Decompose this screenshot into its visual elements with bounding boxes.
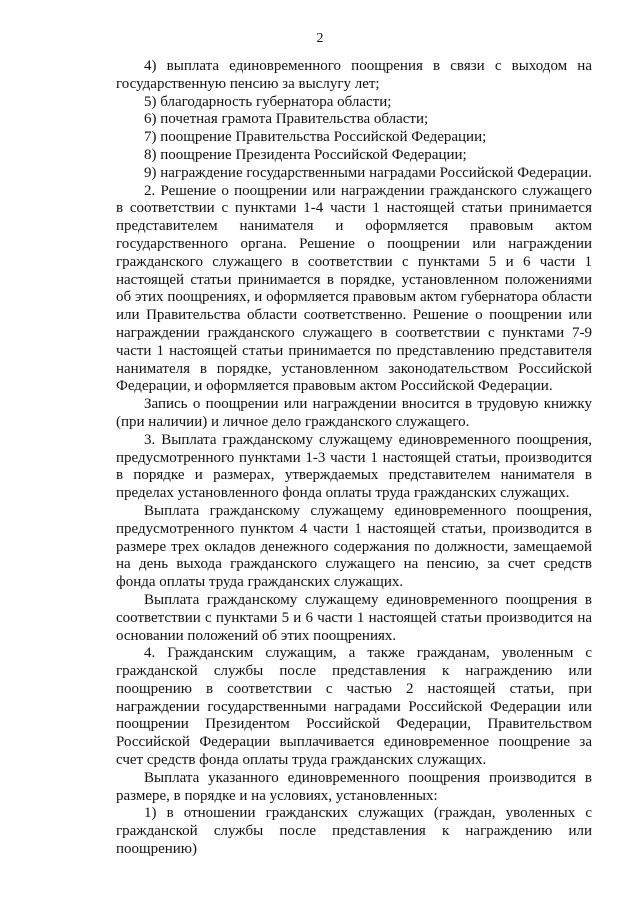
paragraph: 9) награждение государственными наградами Российской Федерации. [144,164,592,181]
paragraph: Выплата гражданскому служащему единовременного поощрения в соответствии с пунктами 5 и 6 части 1 настоящей статьи производится на основании положений об этих поощрениях. [116,591,592,644]
paragraph: 7) поощрение Правительства Российской Федерации; [144,129,487,146]
paragraph: 4. Гражданским служащим, а также гражданам, уволенным с гражданской службы после представления к награждению или поощрению в соответствии с частью 2 настоящей статьи, при награждении государственными наградами Российской Федерации или поощрении Президентом Российской Федерации, Правительством Российской Федерации выплачивается единовременное поощрение за счет средств фонда оплаты труда гражданских служащих. [116,645,592,769]
paragraph: 2. Решение о поощрении или награждении гражданского служащего в соответствии с пунктами 1-4 части 1 настоящей статьи принимается представителем нанимателя и оформляется правовым актом государственного органа. Решение о поощрении или награждении гражданского служащего в соответствии с пунктами 5 и 6 части 1 настоящей статьи принимается в порядке, установленном положениями об этих поощрениях, и оформляется правовым актом губернатора области или Правительства области соответственно. Решение о поощрении или награждении гражданского служащего в соответствии с пунктами 7-9 части 1 настоящей статьи принимается по представлению представителя нанимателя в порядке, установленном законодательством Российской Федерации, и оформляется правовым актом Российской Федерации. [116,182,592,395]
paragraph: 3. Выплата гражданскому служащему единовременного поощрения, предусмотренного пунктами 1-3 части 1 настоящей статьи, производится в порядке и размерах, утверждаемых представителем нанимателя в пределах установленного фонда оплаты труда гражданских служащих. [116,431,592,502]
paragraph: 5) благодарность губернатора области; [144,93,392,110]
paragraph: Запись о поощрении или награждении вносится в трудовую книжку (при наличии) и личное дело гражданского служащего. [116,396,592,430]
paragraph: 4) выплата единовременного поощрения в связи с выходом на государственную пенсию за выслугу лет; [116,58,592,92]
paragraph: Выплата указанного единовременного поощрения производится в размере, в порядке и на условиях, установленных: [116,769,592,804]
paragraph: Выплата гражданскому служащему единовременного поощрения, предусмотренного пунктом 4 части 1 настоящей статьи, производится в размере трех окладов денежного содержания по должности, замещаемой на день выхода гражданского служащего на пенсию, за счет средств фонда оплаты труда гражданских служащих. [116,502,592,591]
page-number: 2 [316,31,324,46]
paragraph: 8) поощрение Президента Российской Федерации; [144,146,467,163]
document-body [116,58,592,859]
paragraph: 6) почетная грамота Правительства области; [144,111,429,128]
paragraph: 1) в отношении гражданских служащих (граждан, уволенных с гражданской службы после представления к награждению или поощрению) [116,805,592,858]
